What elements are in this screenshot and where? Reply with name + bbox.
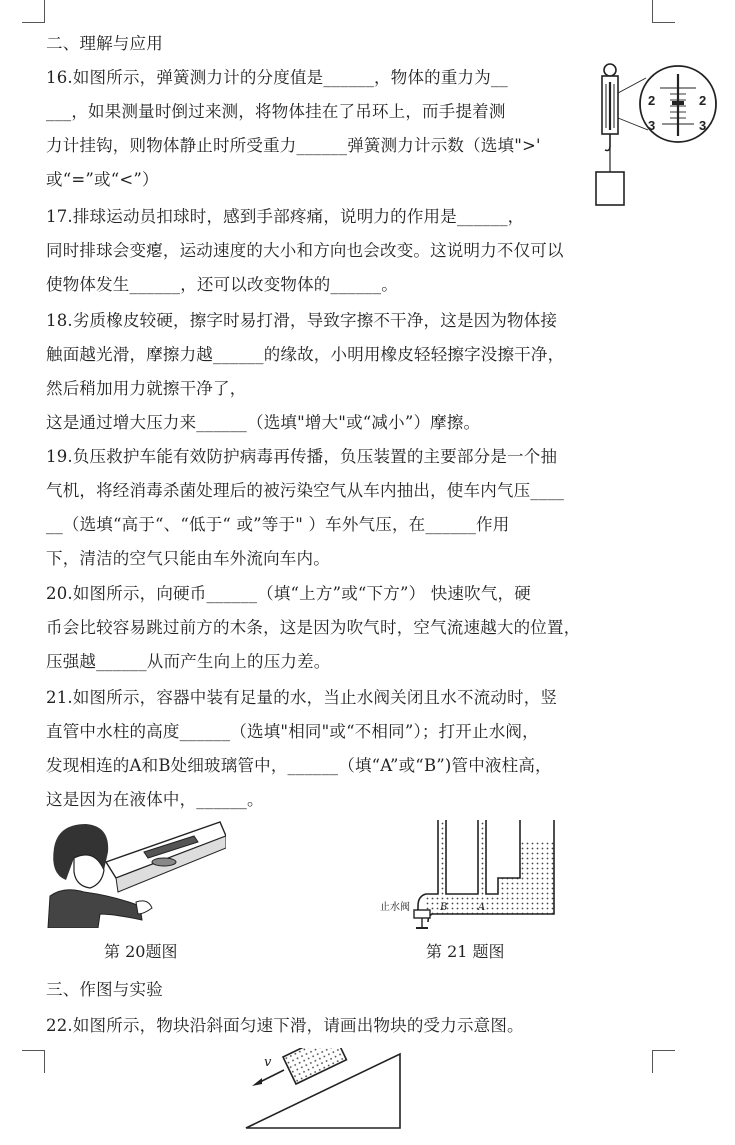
q16-line-3: 力计挂钩，则物体静止时所受重力______弹簧测力计示数（选填">'	[46, 136, 541, 155]
q16-line-2: ___，如果测量时倒过来测，将物体挂在了吊环上，而手提着测	[46, 102, 506, 121]
tube-b-label: B	[440, 902, 448, 913]
q19-line-3: __（选填“高于“、“低于“ 或”等于" ）车外气压，在______作用	[46, 515, 510, 534]
section-title-drawing: 三、作图与实验	[46, 980, 163, 999]
corner-mark-bottom-left	[22, 1050, 45, 1073]
q17-line-3: 使物体发生______，还可以改变物体的______。	[46, 275, 398, 294]
q20-line-3: 压强越______从而产生向上的压力差。	[46, 652, 331, 671]
q17-line-1: 17.排球运动员扣球时，感到手部疼痛，说明力的作用是______，	[46, 207, 525, 226]
figure-21-caption: 第 21 题图	[426, 942, 505, 961]
q21-line-2: 直管中水柱的高度______（选填"相同"或“不相同”）；打开止水阀，	[46, 722, 539, 741]
q19-line-2: 气机，将经消毒杀菌处理后的被污染空气从车内抽出，使车内气压____	[46, 481, 565, 500]
velocity-label: v	[264, 1055, 272, 1070]
q21-line-1: 21.如图所示，容器中装有足量的水，当止水阀关闭且水不流动时，竖	[46, 688, 558, 707]
tube-b	[438, 820, 446, 894]
dial-label-left-top: 2	[648, 93, 656, 108]
q19-line-1: 19.负压救护车能有效防护病毒再传播，负压装置的主要部分是一个抽	[46, 447, 558, 466]
q20-line-2: 币会比较容易跳过前方的木条，这是因为吹气时，空气流速越大的位置，	[46, 618, 581, 637]
figure-20-caption: 第 20题图	[104, 942, 178, 961]
corner-mark-top-right	[652, 0, 675, 23]
tube-a	[478, 820, 486, 894]
q19-line-4: 下，清洁的空气只能由车外流向车内。	[46, 549, 330, 568]
hanging-block	[596, 172, 624, 205]
q22-line-1: 22.如图所示，物块沿斜面匀速下滑，请画出物块的受力示意图。	[46, 1016, 524, 1035]
tube-a-label: A	[478, 902, 486, 913]
figure-20-illustration	[44, 818, 226, 928]
dial-label-left-bottom: 3	[648, 118, 656, 133]
spring-scale-hook	[605, 134, 610, 151]
q20-line-1: 20.如图所示，向硬币______（填“上方”或“下方”） 快速吹气，硬	[46, 584, 531, 603]
corner-mark-bottom-right	[652, 1050, 675, 1073]
corner-mark-top-left	[22, 0, 45, 23]
figure-22-incline	[240, 1048, 410, 1132]
water-container	[520, 842, 554, 914]
valve	[414, 910, 430, 918]
girl-body	[48, 890, 142, 928]
figure-21-connected-tubes	[380, 816, 560, 932]
q21-line-4: 这是因为在液体中，______。	[46, 790, 264, 809]
figure-16-spring-scale	[588, 58, 726, 208]
coin	[152, 858, 176, 866]
horizontal-pipe	[426, 894, 498, 914]
q21-line-3: 发现相连的A和B处细玻璃管中，______（填“A”或“B”)管中液柱高，	[46, 756, 552, 775]
q18-line-2: 触面越光滑，摩擦力越______的缘故，小明用橡皮轻轻擦字没擦干净，	[46, 345, 565, 364]
q18-line-4: 这是通过增大压力来______（选填"增大"或“减小”）摩擦。	[46, 413, 481, 432]
dial-label-right-top: 2	[699, 93, 707, 108]
q18-line-1: 18.劣质橡皮较硬，擦字时易打滑，导致字擦不干净，这是因为物体接	[46, 311, 558, 330]
q17-line-2: 同时排球会变瘪，运动速度的大小和方向也会改变。这说明力不仅可以	[46, 241, 564, 260]
dial-label-right-bottom: 3	[699, 118, 707, 133]
q18-line-3: 然后稍加用力就擦干净了，	[46, 379, 247, 398]
sliding-block	[283, 1048, 346, 1084]
section-title-understanding: 二、理解与应用	[46, 34, 163, 53]
girl-hand	[136, 901, 152, 914]
q16-line-4: 或“=”或“<”）	[46, 170, 159, 189]
q16-line-1: 16.如图所示，弹簧测力计的分度值是______，物体的重力为__	[46, 68, 508, 87]
valve-label: 止水阀	[380, 902, 410, 913]
spring-scale-ring	[604, 64, 616, 76]
